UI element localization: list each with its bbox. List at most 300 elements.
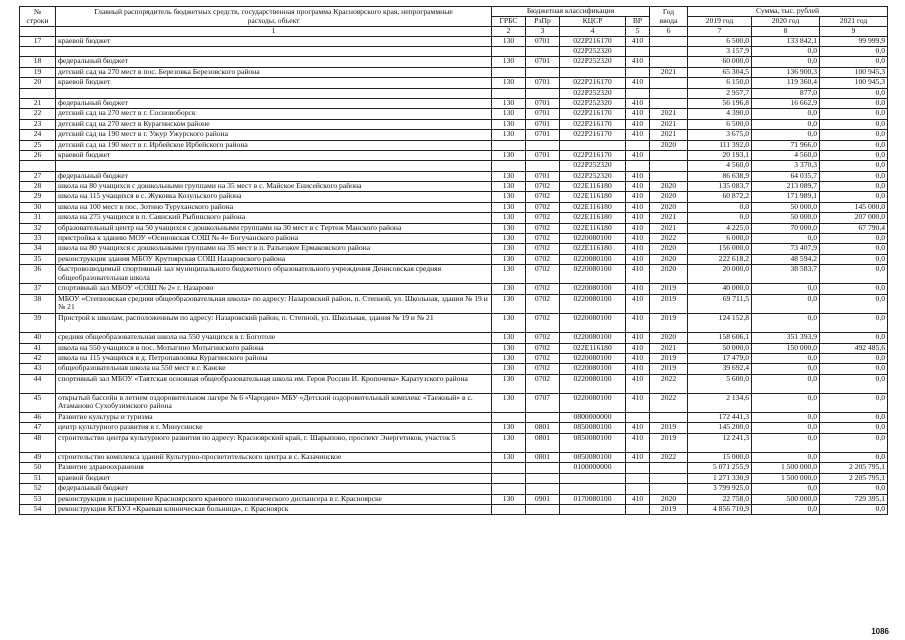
rzpr-code: 0702: [526, 192, 560, 202]
vr-code: [626, 161, 650, 171]
header-year-line2: ввода: [659, 15, 678, 25]
ksr-code: [560, 484, 626, 494]
vr-code: [626, 67, 650, 77]
header-year: [650, 7, 688, 27]
object-name: открытый бассейн в летнем оздоровительном лагере № 6 «Чароден» МБУ «Детский оздоровительный комплекс «Таежный» в с. Атаманово Сухобузимского района: [56, 393, 492, 412]
table-row: [20, 254, 888, 264]
amount-2021: 0,0: [820, 353, 888, 363]
commission-year: 2020: [650, 494, 688, 504]
vr-code: 410: [626, 313, 650, 332]
row-number: 22: [20, 109, 56, 119]
amount-2020: 0,0: [752, 294, 820, 313]
object-name: [56, 161, 492, 171]
row-number: 47: [20, 423, 56, 433]
ksr-code: 022P216170: [560, 36, 626, 46]
grbs-code: 130: [492, 453, 526, 463]
ksr-code: 022P216170: [560, 150, 626, 160]
amount-2020: 73 407,9: [752, 244, 820, 254]
row-number: 39: [20, 313, 56, 332]
ksr-code: 022P252320: [560, 161, 626, 171]
amount-2021: 0,0: [820, 234, 888, 244]
ksr-code: [560, 473, 626, 483]
grbs-code: 130: [492, 433, 526, 452]
vr-code: 410: [626, 244, 650, 254]
rzpr-code: 0702: [526, 284, 560, 294]
amount-2019: 0,0: [688, 213, 752, 223]
amount-2019: 60 000,0: [688, 57, 752, 67]
amount-2020: 0,0: [752, 119, 820, 129]
table-row: [20, 423, 888, 433]
table-row: [20, 98, 888, 108]
index-cell: 8: [752, 27, 820, 37]
amount-2019: 4 225,0: [688, 223, 752, 233]
rzpr-code: 0701: [526, 150, 560, 160]
vr-code: 410: [626, 364, 650, 374]
vr-code: 410: [626, 36, 650, 46]
amount-2020: 171 989,1: [752, 192, 820, 202]
vr-code: 410: [626, 202, 650, 212]
rzpr-code: 0702: [526, 244, 560, 254]
ksr-code: 022P252320: [560, 57, 626, 67]
object-name: детский сад на 190 мест в г. Ужур Ужурского района: [56, 130, 492, 140]
commission-year: 2021: [650, 109, 688, 119]
vr-code: [626, 413, 650, 423]
table-row: [20, 182, 888, 192]
rzpr-code: 0707: [526, 393, 560, 412]
amount-2021: 0,0: [820, 57, 888, 67]
object-name: центр культурного развития в г. Минусинске: [56, 423, 492, 433]
vr-code: 410: [626, 284, 650, 294]
grbs-code: 130: [492, 119, 526, 129]
commission-year: 2022: [650, 374, 688, 393]
amount-2020: 0,0: [752, 423, 820, 433]
rzpr-code: 0702: [526, 343, 560, 353]
amount-2019: 22 758,0: [688, 494, 752, 504]
table-row: [20, 192, 888, 202]
header-2021: 2021 год: [820, 17, 888, 27]
ksr-code: 0220080100: [560, 374, 626, 393]
grbs-code: 130: [492, 182, 526, 192]
commission-year: 2019: [650, 313, 688, 332]
row-number: [20, 88, 56, 98]
row-number: 38: [20, 294, 56, 313]
amount-2019: 145 200,0: [688, 423, 752, 433]
row-number: [20, 46, 56, 56]
ksr-code: 022E116180: [560, 213, 626, 223]
commission-year: 2020: [650, 254, 688, 264]
commission-year: [650, 484, 688, 494]
header-2019: 2019 год: [688, 17, 752, 27]
object-name: пристройка к зданию МОУ «Осиновская СОШ № 4» Богучанского района: [56, 234, 492, 244]
table-row: [20, 353, 888, 363]
rzpr-code: 0702: [526, 223, 560, 233]
amount-2019: 2 957,7: [688, 88, 752, 98]
commission-year: 2021: [650, 213, 688, 223]
amount-2021: 0,0: [820, 453, 888, 463]
table-row: [20, 333, 888, 343]
amount-2020: 71 966,0: [752, 140, 820, 150]
amount-2021: 207 000,0: [820, 213, 888, 223]
commission-year: 2019: [650, 284, 688, 294]
amount-2019: 65 304,5: [688, 67, 752, 77]
vr-code: 410: [626, 213, 650, 223]
vr-code: 410: [626, 234, 650, 244]
object-name: детский сад на 270 мест в г. Сосновоборск: [56, 109, 492, 119]
ksr-code: 022E116180: [560, 202, 626, 212]
row-number: 18: [20, 57, 56, 67]
amount-2021: 100 945,3: [820, 67, 888, 77]
amount-2019: 2 134,6: [688, 393, 752, 412]
commission-year: [650, 78, 688, 88]
table-row: [20, 494, 888, 504]
ksr-code: 0170080100: [560, 494, 626, 504]
grbs-code: [492, 463, 526, 473]
amount-2019: 6 500,0: [688, 36, 752, 46]
amount-2021: 0,0: [820, 505, 888, 515]
header-grbs: ГРБС: [492, 17, 526, 27]
object-name: краевой бюджет: [56, 78, 492, 88]
object-name: краевой бюджет: [56, 150, 492, 160]
vr-code: 410: [626, 130, 650, 140]
amount-2019: 6 500,0: [688, 119, 752, 129]
commission-year: 2020: [650, 182, 688, 192]
object-name: спортивный зал МБОУ «СОШ № 2» г. Назарово: [56, 284, 492, 294]
object-name: школа на 80 учащихся с дошкольными группами на 35 мест в с. Майское Енисейского района: [56, 182, 492, 192]
commission-year: [650, 171, 688, 181]
amount-2019: 3 675,0: [688, 130, 752, 140]
object-name: детский сад на 270 мест в Курагинском районе: [56, 119, 492, 129]
ksr-code: 0220080100: [560, 294, 626, 313]
amount-2020: 0,0: [752, 109, 820, 119]
ksr-code: 0850080100: [560, 433, 626, 452]
amount-2020: 1 500 000,0: [752, 473, 820, 483]
commission-year: 2020: [650, 333, 688, 343]
object-name: школа на 100 мест в пос. Зотино Туруханского района: [56, 202, 492, 212]
amount-2019: 4 560,0: [688, 161, 752, 171]
object-name: школа на 115 учащихся в с. Жуковка Козульского района: [56, 192, 492, 202]
amount-2021: 0,0: [820, 484, 888, 494]
table-body: [20, 36, 888, 515]
object-name: школа на 275 учащихся в п. Саянский Рыбинского района: [56, 213, 492, 223]
amount-2019: 3 157,9: [688, 46, 752, 56]
grbs-code: 130: [492, 130, 526, 140]
amount-2019: 124 152,8: [688, 313, 752, 332]
grbs-code: 130: [492, 393, 526, 412]
header-num: [20, 7, 56, 27]
amount-2020: 150 000,0: [752, 343, 820, 353]
vr-code: 410: [626, 423, 650, 433]
commission-year: [650, 150, 688, 160]
amount-2020: 351 393,9: [752, 333, 820, 343]
grbs-code: 130: [492, 364, 526, 374]
commission-year: 2022: [650, 234, 688, 244]
ksr-code: 022E116180: [560, 192, 626, 202]
vr-code: [626, 484, 650, 494]
ksr-code: 0220080100: [560, 265, 626, 284]
ksr-code: 0220080100: [560, 364, 626, 374]
vr-code: 410: [626, 393, 650, 412]
amount-2021: 0,0: [820, 294, 888, 313]
grbs-code: 130: [492, 36, 526, 46]
amount-2021: 0,0: [820, 161, 888, 171]
ksr-code: 0220080100: [560, 393, 626, 412]
grbs-code: [492, 67, 526, 77]
table-row: [20, 343, 888, 353]
ksr-code: 022P216170: [560, 119, 626, 129]
vr-code: 410: [626, 171, 650, 181]
ksr-code: 0220080100: [560, 313, 626, 332]
amount-2020: 0,0: [752, 57, 820, 67]
amount-2020: 0,0: [752, 46, 820, 56]
row-number: 45: [20, 393, 56, 412]
rzpr-code: [526, 505, 560, 515]
amount-2021: 492 485,6: [820, 343, 888, 353]
ksr-code: 0100000000: [560, 463, 626, 473]
amount-2019: 86 638,9: [688, 171, 752, 181]
rzpr-code: 0702: [526, 213, 560, 223]
vr-code: [626, 463, 650, 473]
vr-code: 410: [626, 254, 650, 264]
ksr-code: 0850080100: [560, 423, 626, 433]
table-row: [20, 223, 888, 233]
amount-2021: 0,0: [820, 333, 888, 343]
rzpr-code: 0901: [526, 494, 560, 504]
amount-2020: 0,0: [752, 364, 820, 374]
table-row: [20, 284, 888, 294]
budget-table: [19, 6, 888, 515]
rzpr-code: 0801: [526, 423, 560, 433]
vr-code: 410: [626, 109, 650, 119]
amount-2019: 5 071 255,9: [688, 463, 752, 473]
amount-2019: 20 193,1: [688, 150, 752, 160]
amount-2020: 38 583,7: [752, 265, 820, 284]
amount-2019: 158 606,1: [688, 333, 752, 343]
table-row: [20, 313, 888, 332]
table-row: [20, 67, 888, 77]
amount-2019: 3 799 925,0: [688, 484, 752, 494]
row-number: 30: [20, 202, 56, 212]
vr-code: 410: [626, 453, 650, 463]
header-sum: Сумма, тыс. рублей: [688, 7, 888, 17]
object-name: школа на 115 учащихся в д. Петропавловка Курагинского района: [56, 353, 492, 363]
vr-code: 410: [626, 223, 650, 233]
grbs-code: 130: [492, 57, 526, 67]
row-number: 35: [20, 254, 56, 264]
grbs-code: 130: [492, 294, 526, 313]
grbs-code: 130: [492, 333, 526, 343]
index-cell: 7: [688, 27, 752, 37]
table-row: [20, 88, 888, 98]
object-name: школа на 80 учащихся с дошкольными группами на 35 мест в п. Разъезжее Ермаковского района: [56, 244, 492, 254]
table-row: [20, 130, 888, 140]
rzpr-code: 0702: [526, 294, 560, 313]
amount-2021: 0,0: [820, 88, 888, 98]
amount-2020: 48 594,2: [752, 254, 820, 264]
commission-year: 2021: [650, 343, 688, 353]
amount-2020: 0,0: [752, 453, 820, 463]
rzpr-code: 0702: [526, 265, 560, 284]
row-number: 24: [20, 130, 56, 140]
object-name: федеральный бюджет: [56, 98, 492, 108]
row-number: 48: [20, 433, 56, 452]
rzpr-code: 0702: [526, 254, 560, 264]
table-row: [20, 161, 888, 171]
row-number: 52: [20, 484, 56, 494]
grbs-code: 130: [492, 192, 526, 202]
amount-2020: 877,0: [752, 88, 820, 98]
commission-year: [650, 413, 688, 423]
ksr-code: 022P216170: [560, 78, 626, 88]
grbs-code: 130: [492, 109, 526, 119]
commission-year: 2019: [650, 505, 688, 515]
amount-2019: 6 150,0: [688, 78, 752, 88]
grbs-code: [492, 413, 526, 423]
grbs-code: 130: [492, 374, 526, 393]
commission-year: [650, 36, 688, 46]
budget-sheet: [19, 6, 888, 515]
table-row: [20, 36, 888, 46]
amount-2021: 0,0: [820, 98, 888, 108]
vr-code: 410: [626, 57, 650, 67]
amount-2021: 0,0: [820, 364, 888, 374]
ksr-code: 022P216170: [560, 130, 626, 140]
object-name: реконструкция здания МБОУ Крутоярская СОШ Назаровского района: [56, 254, 492, 264]
row-number: 54: [20, 505, 56, 515]
vr-code: [626, 88, 650, 98]
amount-2021: 0,0: [820, 46, 888, 56]
amount-2021: 0,0: [820, 171, 888, 181]
amount-2019: 17 479,0: [688, 353, 752, 363]
vr-code: 410: [626, 119, 650, 129]
commission-year: 2019: [650, 364, 688, 374]
amount-2019: 39 692,4: [688, 364, 752, 374]
amount-2021: 0,0: [820, 393, 888, 412]
commission-year: [650, 57, 688, 67]
object-name: федеральный бюджет: [56, 171, 492, 181]
vr-code: [626, 505, 650, 515]
vr-code: 410: [626, 150, 650, 160]
row-number: 21: [20, 98, 56, 108]
amount-2019: 172 441,3: [688, 413, 752, 423]
amount-2020: 0,0: [752, 353, 820, 363]
amount-2019: 222 618,2: [688, 254, 752, 264]
ksr-code: 022E116180: [560, 244, 626, 254]
ksr-code: 0220080100: [560, 234, 626, 244]
grbs-code: 130: [492, 171, 526, 181]
rzpr-code: 0702: [526, 234, 560, 244]
amount-2020: 0,0: [752, 313, 820, 332]
rzpr-code: 0801: [526, 453, 560, 463]
object-name: [56, 88, 492, 98]
table-row: [20, 505, 888, 515]
table-row: [20, 294, 888, 313]
grbs-code: 130: [492, 284, 526, 294]
row-number: 20: [20, 78, 56, 88]
table-row: [20, 109, 888, 119]
rzpr-code: 0701: [526, 130, 560, 140]
commission-year: [650, 88, 688, 98]
grbs-code: 130: [492, 265, 526, 284]
object-name: Развитие культуры и туризма: [56, 413, 492, 423]
ksr-code: 022P252320: [560, 98, 626, 108]
commission-year: 2021: [650, 223, 688, 233]
table-row: [20, 171, 888, 181]
grbs-code: 130: [492, 234, 526, 244]
object-name: детский сад на 190 мест в г. Ирбейское Ирбейского района: [56, 140, 492, 150]
amount-2020: 133 842,1: [752, 36, 820, 46]
row-number: 40: [20, 333, 56, 343]
ksr-code: 022P216170: [560, 109, 626, 119]
grbs-code: [492, 140, 526, 150]
row-number: 53: [20, 494, 56, 504]
table-row: [20, 453, 888, 463]
commission-year: [650, 463, 688, 473]
row-number: 17: [20, 36, 56, 46]
header-classif: Бюджетная классификация: [492, 7, 650, 17]
object-name: МБОУ «Степновская средняя общеобразовательная школа» по адресу: Назаровский район, п. Степной, ул. Школьная, здания № 19 и № 21: [56, 294, 492, 313]
ksr-code: 022P252320: [560, 46, 626, 56]
row-number: 44: [20, 374, 56, 393]
ksr-code: 022E116180: [560, 223, 626, 233]
grbs-code: 130: [492, 223, 526, 233]
object-name: реконструкция и расширение Красноярского краевого онкологического диспансера в г. Красноярске: [56, 494, 492, 504]
amount-2020: 0,0: [752, 393, 820, 412]
rzpr-code: [526, 473, 560, 483]
row-number: 26: [20, 150, 56, 160]
object-name: [56, 46, 492, 56]
ksr-code: 0850080100: [560, 453, 626, 463]
row-number: 23: [20, 119, 56, 129]
rzpr-code: 0701: [526, 78, 560, 88]
vr-code: 410: [626, 294, 650, 313]
rzpr-code: [526, 140, 560, 150]
amount-2021: 729 395,1: [820, 494, 888, 504]
table-row: [20, 433, 888, 452]
amount-2021: 0,0: [820, 182, 888, 192]
vr-code: 410: [626, 265, 650, 284]
grbs-code: 130: [492, 244, 526, 254]
object-name: строительство комплекса зданий Культурно-просветительского центра в с. Казачинское: [56, 453, 492, 463]
amount-2020: 16 662,9: [752, 98, 820, 108]
commission-year: 2021: [650, 67, 688, 77]
ksr-code: [560, 140, 626, 150]
object-name: реконструкция КГБУЗ «Краевая клиническая больница», г. Красноярск: [56, 505, 492, 515]
commission-year: [650, 46, 688, 56]
object-name: школа на 550 учащихся в пос. Мотыгино Мотыгинского района: [56, 343, 492, 353]
ksr-code: 0220080100: [560, 333, 626, 343]
object-name: федеральный бюджет: [56, 484, 492, 494]
table-row: [20, 364, 888, 374]
grbs-code: [492, 473, 526, 483]
grbs-code: [492, 505, 526, 515]
vr-code: 410: [626, 433, 650, 452]
rzpr-code: 0702: [526, 333, 560, 343]
amount-2020: 119 360,4: [752, 78, 820, 88]
amount-2019: 50 000,0: [688, 343, 752, 353]
header-num-label: №: [33, 6, 42, 16]
object-name: быстровозводимый спортивный зал муниципального бюджетного образовательного учреждения Денисовская средняя общеобразовательная школа: [56, 265, 492, 284]
rzpr-code: [526, 413, 560, 423]
table-row: [20, 463, 888, 473]
rzpr-code: [526, 46, 560, 56]
amount-2020: 1 500 000,0: [752, 463, 820, 473]
commission-year: 2020: [650, 202, 688, 212]
amount-2019: 40 000,0: [688, 284, 752, 294]
header-2020: 2020 год: [752, 17, 820, 27]
amount-2021: 0,0: [820, 254, 888, 264]
row-number: 42: [20, 353, 56, 363]
amount-2019: 69 711,5: [688, 294, 752, 313]
